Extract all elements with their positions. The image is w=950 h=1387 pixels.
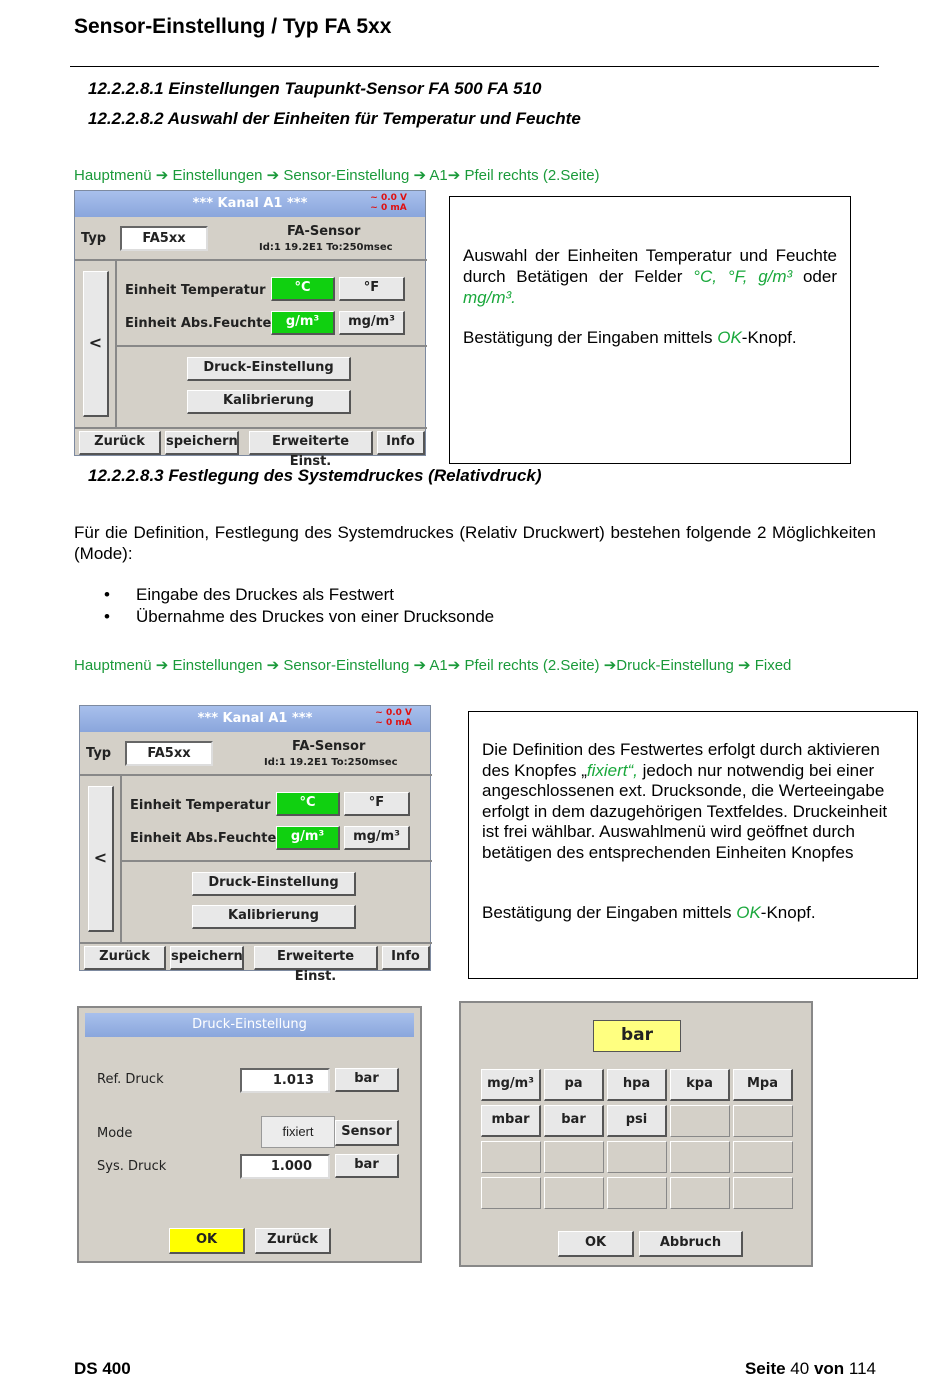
typ-field[interactable]: FA5xx bbox=[125, 741, 213, 766]
speichern-button[interactable]: speichern bbox=[170, 946, 244, 970]
humidity-unit-label: Einheit Abs.Feuchte bbox=[130, 831, 277, 846]
ref-druck-input[interactable]: 1.013 bbox=[240, 1068, 330, 1093]
section-heading-3: 12.2.2.8.3 Festlegung des Systemdruckes (Relativdruck) bbox=[88, 466, 542, 485]
footer-page-number: Seite 40 von 114 bbox=[744, 1359, 876, 1378]
box2-line1: Die Definition des Festwertes erfolgt durch aktivieren bbox=[482, 740, 880, 759]
unit-mpa-option[interactable]: Mpa bbox=[733, 1069, 793, 1101]
zurueck-button[interactable]: Zurück bbox=[79, 431, 161, 455]
box2-fixiert: fixiert“, bbox=[586, 760, 638, 780]
empty-unit-slot bbox=[670, 1177, 730, 1209]
empty-unit-slot bbox=[481, 1177, 541, 1209]
units-ok-button[interactable]: OK bbox=[558, 1231, 634, 1257]
empty-unit-slot bbox=[607, 1177, 667, 1209]
section-heading-2: 12.2.2.8.2 Auswahl der Einheiten für Temperatur und Feuchte bbox=[88, 109, 581, 128]
list-item: • Eingabe des Druckes als Festwert bbox=[74, 584, 494, 606]
typ-label: Typ bbox=[81, 231, 107, 246]
explanation-box-1: Auswahl der Einheiten Temperatur und Feuchte durch Betätigen der Felder °C, °F, g/m³ oder mg/m³. Bestätigung der Eingaben mittels OK-Knopf. bbox=[449, 196, 851, 464]
unit-bar-option[interactable]: bar bbox=[544, 1105, 604, 1137]
empty-unit-slot bbox=[670, 1105, 730, 1137]
unit-mgm3-option[interactable]: mg/m³ bbox=[481, 1069, 541, 1101]
unit-fahrenheit-button[interactable]: °F bbox=[344, 792, 410, 816]
sensor-name: FA-Sensor bbox=[287, 224, 361, 239]
mode-list bbox=[74, 584, 494, 628]
speichern-button[interactable]: speichern bbox=[165, 431, 239, 455]
list-item: • Übernahme des Druckes von einer Drucksonde bbox=[74, 606, 494, 628]
box1-text: Auswahl der Einheiten Temperatur und Feuchte durch Betätigen der Felder bbox=[463, 246, 837, 286]
device-title-bar bbox=[80, 706, 430, 732]
unit-gm3-button[interactable]: g/m³ bbox=[276, 826, 340, 850]
box2-line3: angeschlossenen ext. Drucksonde, die Werteeingabe erfolgt in dem dazugehörigen Textfeldes. Druckeinheit ist frei wählbar. Auswahlmenü wird geöffnet durch betätigen des entsprechenden Einheiten Knopfes bbox=[482, 781, 888, 862]
empty-unit-slot bbox=[733, 1177, 793, 1209]
page-header-title: Sensor-Einstellung / Typ FA 5xx bbox=[74, 15, 392, 38]
zurueck-button[interactable]: Zurück bbox=[255, 1228, 331, 1254]
empty-unit-slot bbox=[607, 1141, 667, 1173]
sensor-button[interactable]: Sensor bbox=[335, 1120, 399, 1146]
typ-label: Typ bbox=[86, 746, 112, 761]
selected-unit-display: bar bbox=[593, 1020, 681, 1052]
fixiert-button[interactable]: fixiert bbox=[261, 1116, 335, 1148]
unit-mgm3-button[interactable]: mg/m³ bbox=[344, 826, 410, 850]
device-screen-2 bbox=[79, 705, 431, 984]
box1-ok: OK bbox=[717, 328, 742, 347]
unit-pa-option[interactable]: pa bbox=[544, 1069, 604, 1101]
unit-mbar-option[interactable]: mbar bbox=[481, 1105, 541, 1137]
box1-units: °C, °F, g/m³ bbox=[693, 267, 793, 286]
menu-path-1: Hauptmenü ➔ Einstellungen ➔ Sensor-Einstellung ➔ A1➔ Pfeil rechts (2.Seite) bbox=[74, 167, 600, 184]
empty-unit-slot bbox=[670, 1141, 730, 1173]
back-arrow-button[interactable]: < bbox=[83, 271, 109, 417]
sensor-name: FA-Sensor bbox=[292, 739, 366, 754]
section-heading-1: 12.2.2.8.1 Einstellungen Taupunkt-Sensor FA 500 FA 510 bbox=[88, 79, 542, 98]
kalibrierung-button[interactable]: Kalibrierung bbox=[192, 905, 356, 929]
kalibrierung-button[interactable]: Kalibrierung bbox=[187, 390, 351, 414]
druck-dialog-title: Druck-Einstellung bbox=[85, 1013, 414, 1037]
device-title: *** Kanal A1 *** bbox=[192, 196, 308, 211]
sensor-id: Id:1 19.2E1 To:250msec bbox=[259, 242, 393, 253]
empty-unit-slot bbox=[733, 1105, 793, 1137]
footer-product: DS 400 bbox=[74, 1359, 131, 1378]
druck-einstellung-button[interactable]: Druck-Einstellung bbox=[187, 357, 351, 381]
empty-unit-slot bbox=[481, 1141, 541, 1173]
menu-path-2: Hauptmenü ➔ Einstellungen ➔ Sensor-Einstellung ➔ A1➔ Pfeil rechts (2.Seite) ➔Druck-Einstellung ➔ Fixed bbox=[74, 657, 792, 674]
empty-unit-slot bbox=[544, 1141, 604, 1173]
device-screen-1 bbox=[74, 190, 426, 469]
body-paragraph: Für die Definition, Festlegung des Systemdruckes (Relativ Druckwert) bestehen folgende 2 Möglichkeiten (Mode): bbox=[74, 523, 876, 563]
units-panel bbox=[459, 1001, 813, 1267]
device-title: *** Kanal A1 *** bbox=[197, 711, 313, 726]
sys-druck-input[interactable]: 1.000 bbox=[240, 1154, 330, 1179]
device-signal: ~ 0.0 V ~ 0 mA bbox=[370, 193, 407, 213]
temp-unit-label: Einheit Temperatur bbox=[130, 798, 271, 813]
ok-button[interactable]: OK bbox=[169, 1228, 245, 1254]
druck-einstellung-dialog bbox=[77, 1006, 422, 1263]
sys-druck-label: Sys. Druck bbox=[97, 1159, 167, 1174]
box2-ok: OK bbox=[736, 903, 761, 922]
empty-unit-slot bbox=[733, 1141, 793, 1173]
info-button[interactable]: Info bbox=[377, 431, 425, 455]
unit-fahrenheit-button[interactable]: °F bbox=[339, 277, 405, 301]
mode-label: Mode bbox=[97, 1126, 133, 1141]
unit-celsius-button[interactable]: °C bbox=[276, 792, 340, 816]
druck-einstellung-button[interactable]: Druck-Einstellung bbox=[192, 872, 356, 896]
device-signal: ~ 0.0 V ~ 0 mA bbox=[375, 708, 412, 728]
humidity-unit-label: Einheit Abs.Feuchte bbox=[125, 316, 272, 331]
unit-psi-option[interactable]: psi bbox=[607, 1105, 667, 1137]
unit-mgm3-button[interactable]: mg/m³ bbox=[339, 311, 405, 335]
typ-field[interactable]: FA5xx bbox=[120, 226, 208, 251]
ref-druck-label: Ref. Druck bbox=[97, 1072, 164, 1087]
unit-celsius-button[interactable]: °C bbox=[271, 277, 335, 301]
empty-unit-slot bbox=[544, 1177, 604, 1209]
zurueck-button[interactable]: Zurück bbox=[84, 946, 166, 970]
ref-druck-unit-button[interactable]: bar bbox=[335, 1068, 399, 1092]
unit-gm3-button[interactable]: g/m³ bbox=[271, 311, 335, 335]
device-title-bar bbox=[75, 191, 425, 217]
header-divider bbox=[70, 66, 879, 67]
sensor-id: Id:1 19.2E1 To:250msec bbox=[264, 757, 398, 768]
box1-mgm3: mg/m³. bbox=[463, 288, 516, 307]
explanation-box-2: Die Definition des Festwertes erfolgt durch aktivieren des Knopfes „fixiert“, jedoch nur notwendig bei einer angeschlossenen ext. Drucksonde, die Werteeingabe erfolgt in dem dazugehörigen Textfeldes. Druckeinheit ist frei wählbar. Auswahlmenü wird geöffnet durch betätigen des entsprechenden Einheiten Knopfes Bestätigung der Eingaben mittels OK-Knopf. bbox=[468, 711, 918, 979]
unit-hpa-option[interactable]: hpa bbox=[607, 1069, 667, 1101]
back-arrow-button[interactable]: < bbox=[88, 786, 114, 932]
temp-unit-label: Einheit Temperatur bbox=[125, 283, 266, 298]
erweiterte-einst-button[interactable]: Erweiterte Einst. bbox=[254, 946, 378, 970]
erweiterte-einst-button[interactable]: Erweiterte Einst. bbox=[249, 431, 373, 455]
info-button[interactable]: Info bbox=[382, 946, 430, 970]
unit-kpa-option[interactable]: kpa bbox=[670, 1069, 730, 1101]
sys-druck-unit-button[interactable]: bar bbox=[335, 1154, 399, 1178]
abbruch-button[interactable]: Abbruch bbox=[639, 1231, 743, 1257]
